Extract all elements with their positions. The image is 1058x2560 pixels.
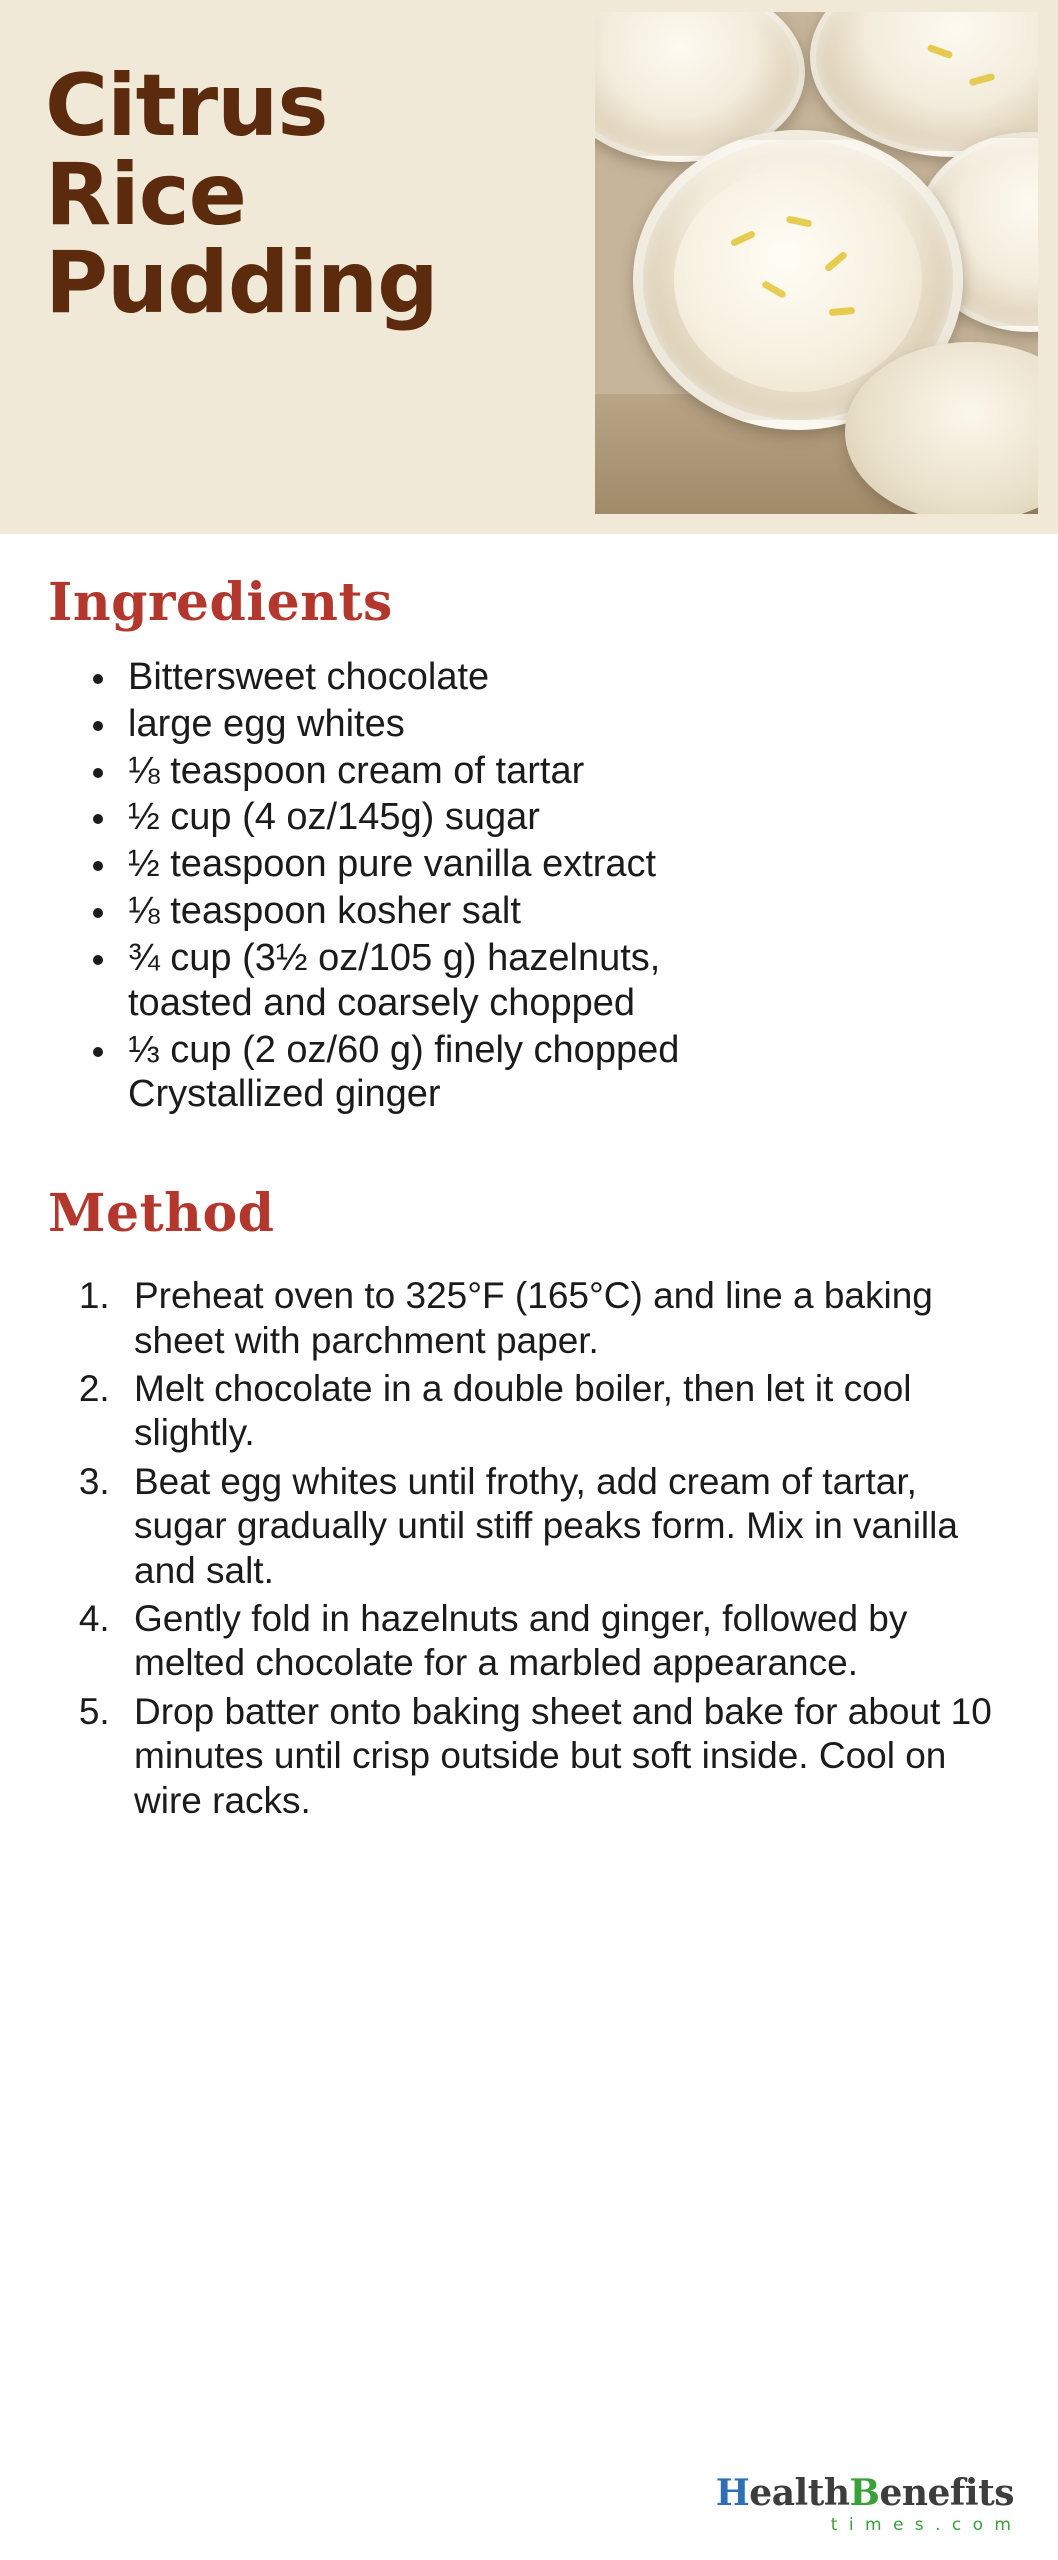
citrus-zest-icon bbox=[968, 73, 995, 86]
list-item: 2. Melt chocolate in a double boiler, then let it cool slightly. bbox=[120, 1367, 1013, 1456]
title-line-2: Rice bbox=[45, 144, 247, 245]
list-item: • Bittersweet chocolate bbox=[120, 655, 768, 700]
list-item: • ½ cup (4 oz/145g) sugar bbox=[120, 795, 768, 840]
list-item: • ⅛ teaspoon kosher salt bbox=[120, 889, 768, 934]
list-item: • ⅛ teaspoon cream of tartar bbox=[120, 749, 768, 794]
ingredients-list bbox=[48, 655, 1013, 1117]
recipe-header bbox=[0, 0, 1058, 534]
logo-letter-h: H bbox=[715, 2472, 750, 2514]
list-item: • large egg whites bbox=[120, 702, 768, 747]
recipe-photo bbox=[595, 12, 1038, 514]
list-item: 3. Beat egg whites until frothy, add cream of tartar, sugar gradually until stiff peaks form. Mix in vanilla and salt. bbox=[120, 1460, 1013, 1593]
title-line-1: Citrus bbox=[45, 56, 328, 156]
title-line-3: Pudding bbox=[45, 233, 438, 334]
pudding-surface bbox=[674, 168, 922, 392]
recipe-body bbox=[0, 572, 1058, 1823]
citrus-zest-icon bbox=[927, 43, 954, 58]
ingredients-heading: Ingredients bbox=[48, 572, 393, 633]
logo-text-ealth: ealth bbox=[749, 2472, 850, 2514]
list-item: 1. Preheat oven to 325°F (165°C) and line a baking sheet with parchment paper. bbox=[120, 1274, 1013, 1363]
list-item: • ⅓ cup (2 oz/60 g) finely chopped Crystallized ginger bbox=[120, 1028, 768, 1118]
method-heading: Method bbox=[48, 1183, 275, 1245]
method-list bbox=[48, 1274, 1013, 1823]
list-item: • ¾ cup (3½ oz/105 g) hazelnuts, toasted and coarsely chopped bbox=[120, 936, 768, 1026]
site-logo[interactable] bbox=[715, 2472, 1014, 2535]
page-title bbox=[45, 56, 565, 334]
logo-domain: t i m e s . c o m bbox=[830, 2515, 1014, 2535]
logo-letter-b: B bbox=[849, 2472, 880, 2514]
list-item: • ½ teaspoon pure vanilla extract bbox=[120, 842, 768, 887]
logo-wordmark bbox=[715, 2472, 1014, 2514]
list-item: 4. Gently fold in hazelnuts and ginger, followed by melted chocolate for a marbled appearance. bbox=[120, 1597, 1013, 1686]
logo-text-enefits: enefits bbox=[879, 2472, 1014, 2514]
list-item: 5. Drop batter onto baking sheet and bake for about 10 minutes until crisp outside but soft inside. Cool on wire racks. bbox=[120, 1690, 1013, 1823]
